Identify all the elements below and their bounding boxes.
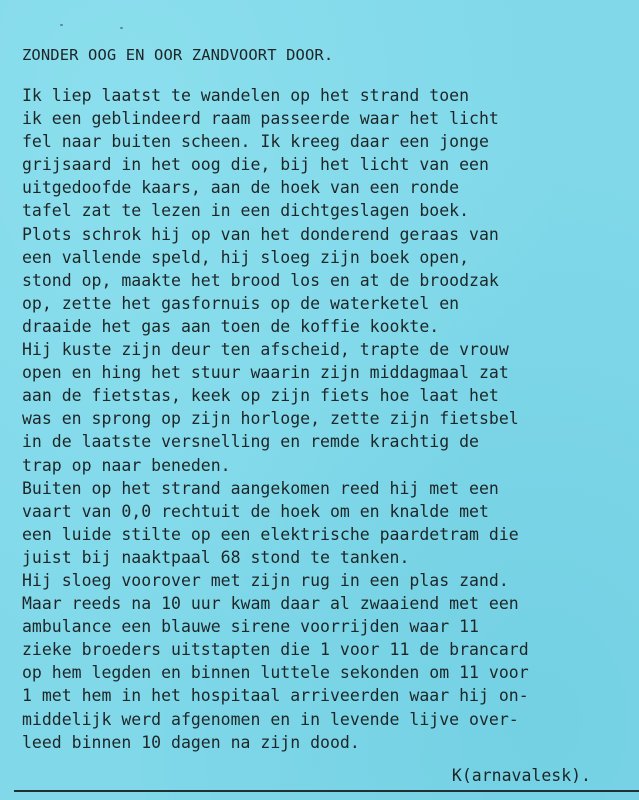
text-line: vaart van 0,0 rechtuit de hoek om en knalde met [22,501,489,521]
text-line: tafel zat te lezen in een dichtgeslagen boek. [22,201,470,221]
text-line: Hij kuste zijn deur ten afscheid, trapte de vrouw [22,340,509,360]
page-title: ZONDER OOG EN OOR ZANDVOORT DOOR. [22,46,334,64]
text-line: een luide stilte op een elektrische paardetram die [22,524,519,544]
text-line: in de laatste versnelling en remde krachtig de [22,432,479,452]
text-line: leed binnen 10 dagen na zijn dood. [22,732,360,752]
signature: K(arnavalesk). [451,766,591,785]
text-line: open en hing het stuur waarin zijn middagmaal zat [22,363,509,383]
text-line: grijsaard in het oog die, bij het licht van een [22,155,489,175]
text-line: fel naar buiten scheen. Ik kreeg daar een jonge [22,132,489,152]
ink-speck [120,27,123,29]
text-line: juist bij naaktpaal 68 stond te tanken. [22,547,410,567]
text-line: draaide het gas aan toen de koffie kookte. [22,316,440,336]
text-line: Hij sloeg voorover met zijn rug in een plas zand. [22,570,509,590]
text-line: ambulance een blauwe sirene voorrijden waar 11 [22,617,479,637]
text-line: op, zette het gasfornuis op de waterketel en [22,293,460,313]
text-line: uitgedoofde kaars, aan de hoek van een ronde [22,178,460,198]
story-text [22,84,634,754]
text-line: Maar reeds na 10 uur kwam daar al zwaaiend met een [22,594,519,614]
text-line: 1 met hem in het hospitaal arriveerden waar hij on- [22,686,529,706]
text-line: stond op, maakte het brood los en at de broodzak [22,270,499,290]
ink-speck [60,24,63,26]
text-line: op hem legden en binnen luttele sekonden om 11 voor [22,663,529,683]
text-line: was en sprong op zijn horloge, zette zijn fietsbel [22,409,519,429]
text-line: ik een geblindeerd raam passeerde waar het licht [22,109,499,129]
text-line: Plots schrok hij op van het donderend geraas van [22,224,499,244]
text-line: aan de fietstas, keek op zijn fiets hoe laat het [22,386,499,406]
text-line: middelijk werd afgenomen en in levende lijve over- [22,709,519,729]
bottom-rule [14,790,639,792]
text-line: trap op naar beneden. [22,455,231,475]
text-line: een vallende speld, hij sloeg zijn boek open, [22,247,470,267]
text-line: zieke broeders uitstapten die 1 voor 11 de brancard [22,640,529,660]
text-line: Buiten op het strand aangekomen reed hij met een [22,478,499,498]
text-line: Ik liep laatst te wandelen op het strand toen [22,86,470,105]
